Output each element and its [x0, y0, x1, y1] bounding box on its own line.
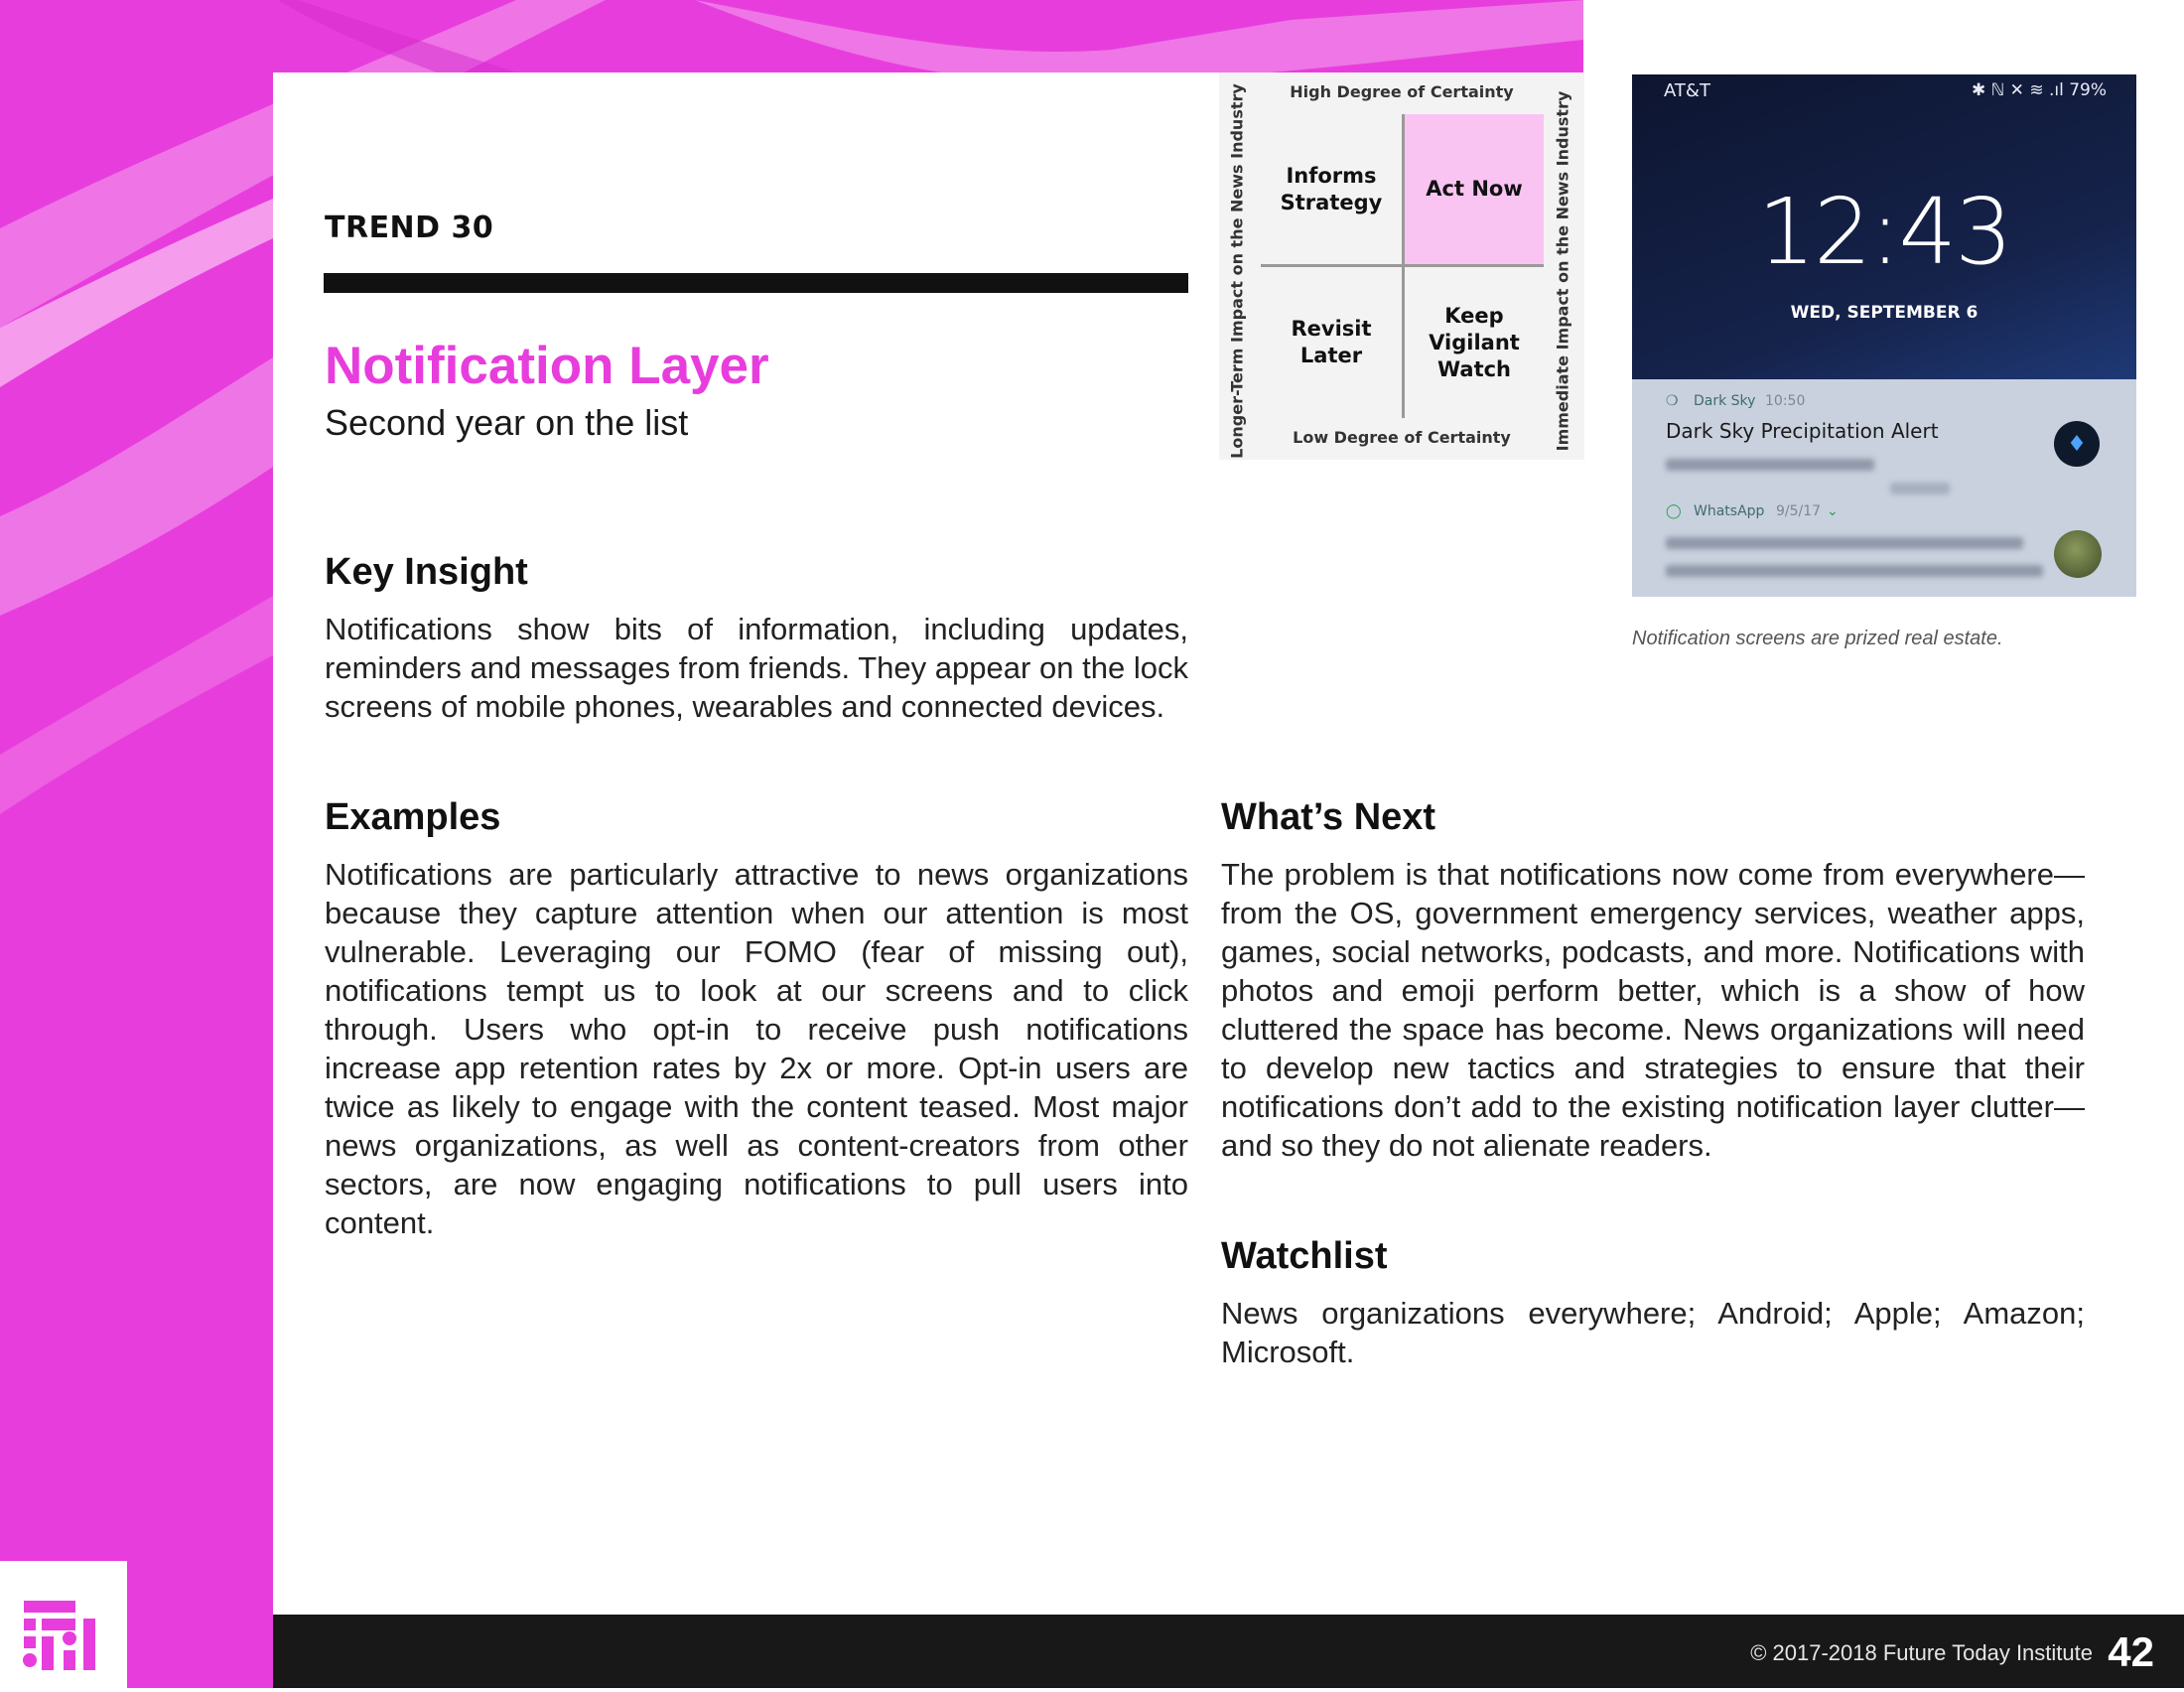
matrix-cell-revisit-later: Revisit Later: [1291, 317, 1372, 367]
watchlist-heading: Watchlist: [1221, 1235, 1388, 1277]
matrix-left-label: Longer-Term Impact on the News Industry: [1227, 83, 1247, 459]
matrix-bottom-label: Low Degree of Certainty: [1293, 428, 1511, 447]
notification-stack: [1632, 379, 2136, 597]
raindrop-icon: ❍: [1666, 393, 1679, 409]
copyright-text: © 2017-2018 Future Today Institute: [1750, 1640, 2093, 1665]
notification-title-darksky: Dark Sky Precipitation Alert: [1666, 419, 1939, 443]
whatsapp-icon: ◯: [1666, 503, 1682, 519]
blurred-notification-text: [1666, 537, 2023, 549]
matrix-horizontal-divider: [1261, 264, 1544, 267]
trend-label: TREND 30: [325, 211, 494, 245]
notification-app-whatsapp: WhatsApp: [1694, 503, 1765, 519]
matrix-cell-act-now: Act Now: [1405, 114, 1544, 264]
darksky-app-icon: ♦: [2054, 421, 2100, 467]
watchlist-text: News organizations everywhere; Android; Apple; Amazon; Microsoft.: [1221, 1296, 2085, 1369]
page-footer: [273, 1615, 2184, 1688]
page-subtitle: Second year on the list: [325, 402, 689, 443]
whats-next-text: The problem is that notifications now come from everywhere—from the OS, government emergency services, weather apps, games, social networks, podcasts, and more. Notifications with photos and emoji perform better, which is a show of how cluttered the space has become. News organizations will need to develop new tactics and strategies to ensure that their notifications don’t add to the existing notification layer clutter—and so they do not alienate readers.: [1221, 857, 2085, 1163]
matrix-top-label: High Degree of Certainty: [1290, 82, 1514, 101]
key-insight-text: Notifications show bits of information, including updates, reminders and messages from friends. They appear on the lock screens of mobile phones, wearables and connected devices.: [325, 612, 1188, 724]
image-caption: Notification screens are prized real estate.: [1632, 628, 2003, 649]
blurred-notification-text: [1890, 483, 1950, 494]
matrix-cell-keep-vigilant-watch: Keep Vigilant Watch: [1429, 303, 1520, 381]
key-insight-heading: Key Insight: [325, 551, 528, 593]
examples-heading: Examples: [325, 796, 501, 838]
page-number: 42: [2108, 1628, 2154, 1675]
chevron-down-icon: ⌄: [1827, 503, 1839, 519]
examples-text: Notifications are particularly attractive to news organizations because they capture attention when our attention is most vulnerable. Leveraging our FOMO (fear of missing out), notifications tempt us to look at our screens and to click through. Users who opt-in to receive push notifications increase app retention rates by 2x or more. Opt-in users are twice as likely to engage with the content teased. Most major news organizations, as well as content-creators from other sectors, are now engaging notifications to pull users into content.: [325, 857, 1188, 1240]
blurred-notification-text: [1666, 565, 2043, 577]
lock-screen-screenshot: [1632, 74, 2136, 597]
lock-screen-clock: 12:43: [1757, 179, 2011, 285]
matrix-cell-informs-strategy: Informs Strategy: [1261, 114, 1402, 264]
lock-screen-date: WED, SEPTEMBER 6: [1790, 303, 1979, 323]
page-title: Notification Layer: [325, 337, 769, 395]
title-rule: [324, 273, 1188, 293]
matrix-right-label: Immediate Impact on the News Industry: [1553, 90, 1572, 452]
carrier-label: AT&T: [1664, 80, 1710, 101]
status-bar-icons: ✱ ℕ ✕ ≋ .ıl 79%: [1972, 80, 2107, 100]
blurred-notification-text: [1666, 459, 1874, 471]
certainty-matrix: [1219, 72, 1584, 460]
logo-background: [0, 1561, 127, 1688]
fti-logo: [0, 1561, 127, 1688]
avatar: [2054, 530, 2102, 578]
notification-app-darksky: Dark Sky: [1694, 393, 1756, 409]
whats-next-heading: What’s Next: [1221, 796, 1436, 838]
notification-time-whatsapp: 9/5/17: [1776, 503, 1822, 519]
notification-time-darksky: 10:50: [1765, 393, 1806, 409]
